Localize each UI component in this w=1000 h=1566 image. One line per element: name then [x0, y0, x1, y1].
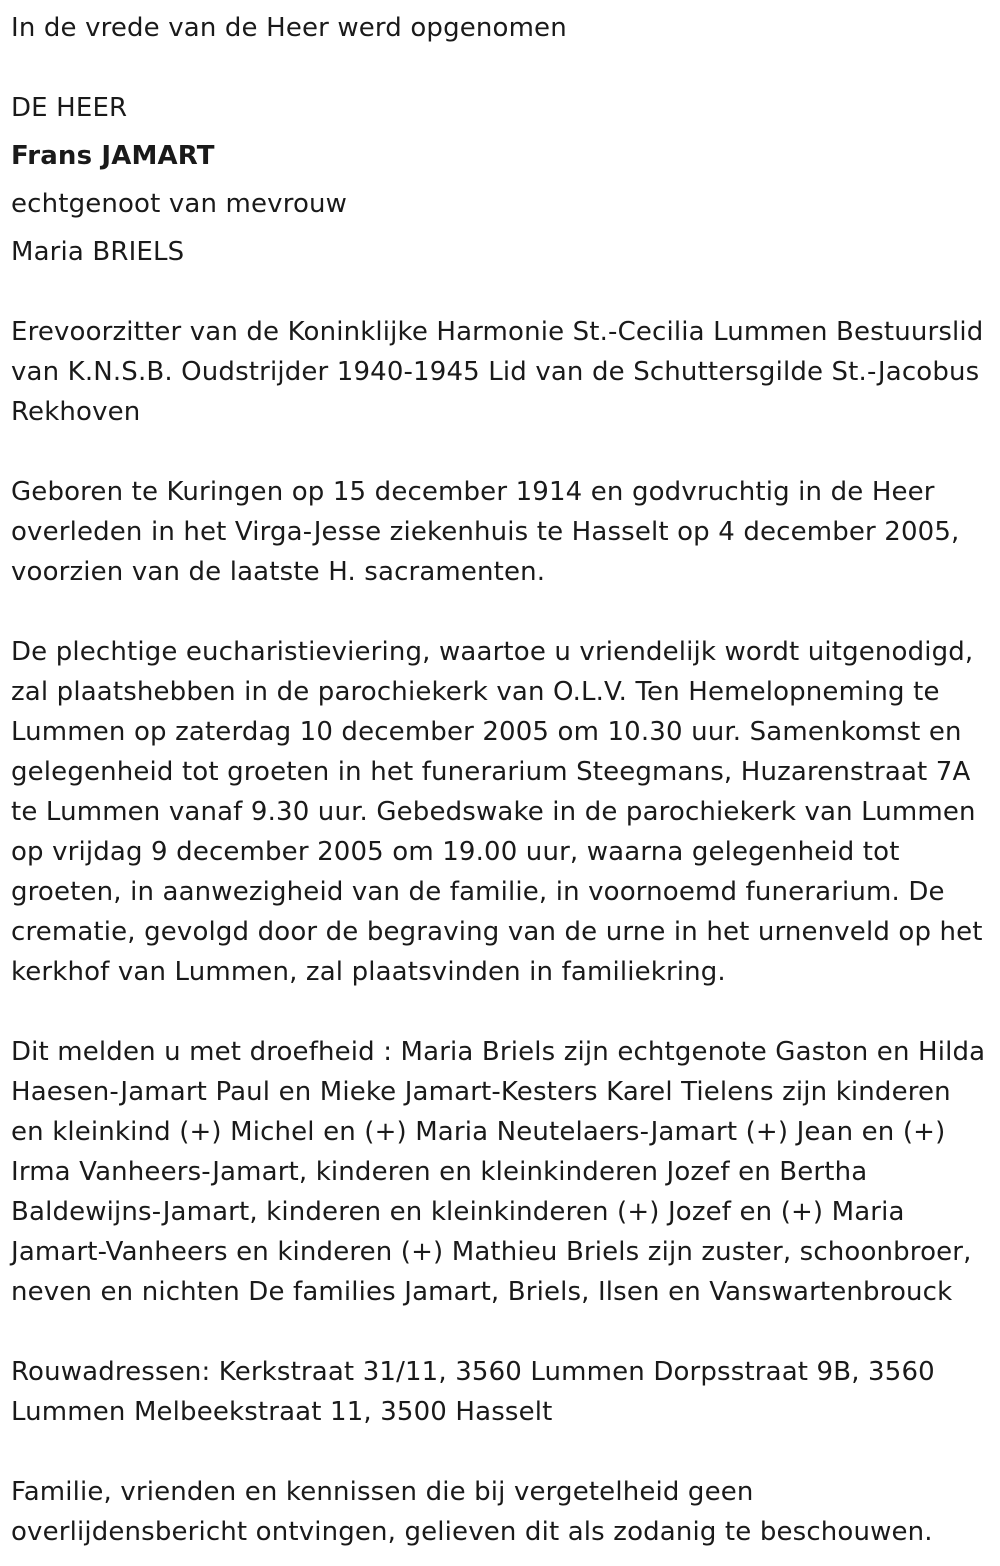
closing-paragraph: Familie, vrienden en kennissen die bij vergetelheid geen overlijdensbericht ontvingen, gelieven dit als zodanig te beschouwen.	[11, 1477, 933, 1547]
spouse-intro: echtgenoot van mevrouw	[11, 189, 348, 219]
spouse-name: Maria BRIELS	[11, 237, 185, 267]
titles-paragraph: Erevoorzitter van de Koninklijke Harmonie St.-Cecilia Lummen Bestuurslid van K.N.S.B. Oudstrijder 1940-1945 Lid van de Schuttersgilde St.-Jacobus Rekhoven	[11, 317, 984, 427]
birth-death-paragraph: Geboren te Kuringen op 15 december 1914 en godvruchtig in de Heer overleden in het Virga-Jesse ziekenhuis te Hasselt op 4 december 2005, voorzien van de laatste H. sacramenten.	[11, 477, 960, 587]
deceased-name: Frans JAMART	[11, 141, 215, 171]
honorific: DE HEER	[11, 93, 128, 123]
intro-line: In de vrede van de Heer werd opgenomen	[11, 13, 567, 43]
ceremony-paragraph: De plechtige eucharistieviering, waartoe u vriendelijk wordt uitgenodigd, zal plaatshebben in de parochiekerk van O.L.V. Ten Hemelopneming te Lummen op zaterdag 10 december 2005 om 10.30 uur. Samenkomst en gelegenheid tot groeten in het funerarium Steegmans, Huzarenstraat 7A te Lummen vanaf 9.30 uur. Gebedswake in de parochiekerk van Lummen op vrijdag 9 december 2005 om 19.00 uur, waarna gelegenheid tot groeten, in aanwezigheid van de familie, in voornoemd funerarium. De crematie, gevolgd door de begraving van de urne in het urnenveld op het kerkhof van Lummen, zal plaatsvinden in familiekring.	[11, 637, 983, 987]
family-paragraph: Dit melden u met droefheid : Maria Briels zijn echtgenote Gaston en Hilda Haesen-Jamart Paul en Mieke Jamart-Kesters Karel Tielens zijn kinderen en kleinkind (+) Michel en (+) Maria Neutelaers-Jamart (+) Jean en (+) Irma Vanheers-Jamart, kinderen en kleinkinderen Jozef en Bertha Baldewijns-Jamart, kinderen en kleinkinderen (+) Jozef en (+) Maria Jamart-Vanheers en kinderen (+) Mathieu Briels zijn zuster, schoonbroer, neven en nichten De families Jamart, Briels, Ilsen en Vanswartenbrouck	[11, 1037, 986, 1307]
addresses-paragraph: Rouwadressen: Kerkstraat 31/11, 3560 Lummen Dorpsstraat 9B, 3560 Lummen Melbeekstraat 11, 3500 Hasselt	[11, 1357, 935, 1427]
